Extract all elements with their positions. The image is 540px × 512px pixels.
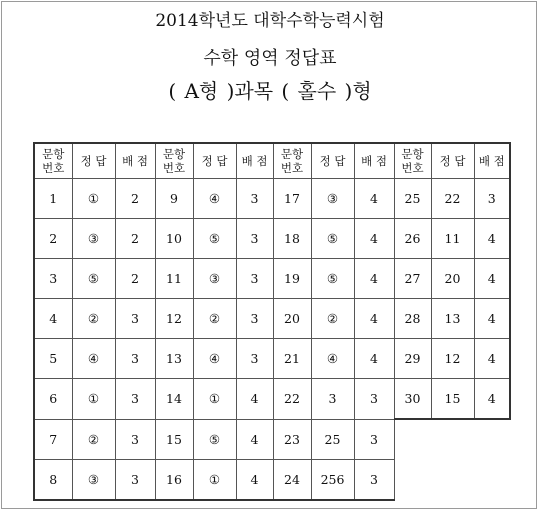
answer-cell: ⑤ — [311, 219, 354, 259]
header-question-label-bottom: 번호 — [401, 161, 424, 175]
answer-cell: 15 — [431, 379, 474, 420]
question-number: 12 — [155, 299, 193, 339]
question-number: 14 — [155, 379, 193, 420]
table-row — [34, 339, 510, 379]
question-number: 11 — [155, 259, 193, 299]
answer-cell: ① — [193, 379, 236, 420]
answer-cell: 12 — [431, 339, 474, 379]
table-row — [34, 299, 510, 339]
question-number: 24 — [273, 459, 311, 500]
table-row — [34, 219, 510, 259]
question-number: 8 — [34, 459, 72, 500]
question-number: 6 — [34, 379, 72, 420]
question-number: 1 — [34, 179, 72, 219]
question-number: 23 — [273, 419, 311, 459]
answer-cell: ④ — [193, 179, 236, 219]
empty-cell — [394, 459, 431, 500]
answer-key-body — [34, 143, 510, 500]
score-cell: 4 — [474, 299, 510, 339]
question-number: 30 — [394, 379, 431, 420]
answer-cell: ① — [72, 179, 115, 219]
question-number: 19 — [273, 259, 311, 299]
header-question-label-top: 문항 — [401, 147, 424, 161]
answer-cell: ③ — [311, 179, 354, 219]
question-number: 15 — [155, 419, 193, 459]
empty-cell — [431, 419, 474, 459]
question-number: 20 — [273, 299, 311, 339]
answer-cell: 25 — [311, 419, 354, 459]
score-cell: 3 — [115, 419, 155, 459]
score-cell: 4 — [236, 419, 273, 459]
header-answer: 정 답 — [311, 143, 354, 179]
answer-cell: 20 — [431, 259, 474, 299]
answer-cell: ③ — [72, 459, 115, 500]
score-cell: 4 — [354, 259, 394, 299]
question-number: 13 — [155, 339, 193, 379]
header-question-number — [273, 143, 311, 179]
empty-cell — [474, 459, 510, 500]
header-score: 배 점 — [115, 143, 155, 179]
header-question-label-bottom: 번호 — [42, 161, 65, 175]
header-score: 배 점 — [236, 143, 273, 179]
score-cell: 3 — [236, 299, 273, 339]
answer-key-subtitle: 수학 영역 정답표 — [203, 48, 337, 69]
score-cell: 2 — [115, 259, 155, 299]
answer-cell: ① — [72, 379, 115, 420]
answer-cell: ③ — [72, 219, 115, 259]
exam-type-line: ( A형 )과목 ( 홀수 )형 — [168, 79, 372, 103]
question-number: 22 — [273, 379, 311, 420]
answer-cell: ① — [193, 459, 236, 500]
table-header-row — [34, 143, 510, 179]
header-question-label-top: 문항 — [162, 147, 186, 161]
score-cell: 2 — [115, 179, 155, 219]
question-number: 9 — [155, 179, 193, 219]
question-number: 28 — [394, 299, 431, 339]
header-question-label-top: 문항 — [42, 147, 65, 161]
empty-cell — [394, 419, 431, 459]
answer-cell: ② — [72, 299, 115, 339]
header-answer: 정 답 — [72, 143, 115, 179]
table-row — [34, 179, 510, 219]
header-answer: 정 답 — [431, 143, 474, 179]
score-cell: 3 — [115, 379, 155, 420]
header-question-number — [34, 143, 72, 179]
exam-title: 2014학년도 대학수학능력시험 — [155, 11, 385, 31]
question-number: 3 — [34, 259, 72, 299]
score-cell: 4 — [474, 219, 510, 259]
answer-key-table — [33, 142, 511, 501]
answer-cell: ⑤ — [311, 259, 354, 299]
answer-cell: ⑤ — [72, 259, 115, 299]
score-cell: 3 — [115, 299, 155, 339]
score-cell: 3 — [354, 379, 394, 420]
question-number: 5 — [34, 339, 72, 379]
score-cell: 3 — [354, 419, 394, 459]
score-cell: 2 — [115, 219, 155, 259]
header-score: 배 점 — [474, 143, 510, 179]
score-cell: 4 — [236, 459, 273, 500]
score-cell: 4 — [354, 219, 394, 259]
question-number: 10 — [155, 219, 193, 259]
score-cell: 3 — [115, 339, 155, 379]
header-question-label-bottom: 번호 — [280, 161, 304, 175]
answer-cell: ④ — [72, 339, 115, 379]
question-number: 4 — [34, 299, 72, 339]
score-cell: 3 — [474, 179, 510, 219]
table-row — [34, 459, 510, 500]
header-question-number — [394, 143, 431, 179]
question-number: 2 — [34, 219, 72, 259]
question-number: 27 — [394, 259, 431, 299]
answer-cell: 13 — [431, 299, 474, 339]
score-cell: 4 — [474, 339, 510, 379]
question-number: 26 — [394, 219, 431, 259]
score-cell: 3 — [236, 259, 273, 299]
question-number: 25 — [394, 179, 431, 219]
score-cell: 4 — [354, 179, 394, 219]
question-number: 21 — [273, 339, 311, 379]
answer-cell: ② — [311, 299, 354, 339]
score-cell: 4 — [474, 379, 510, 420]
answer-cell: ② — [72, 419, 115, 459]
header-question-label-bottom: 번호 — [162, 161, 186, 175]
score-cell: 4 — [236, 379, 273, 420]
question-number: 17 — [273, 179, 311, 219]
score-cell: 3 — [236, 179, 273, 219]
score-cell: 3 — [115, 459, 155, 500]
answer-cell: 3 — [311, 379, 354, 420]
score-cell: 3 — [236, 339, 273, 379]
score-cell: 4 — [354, 339, 394, 379]
score-cell: 3 — [236, 219, 273, 259]
answer-cell: 11 — [431, 219, 474, 259]
answer-cell: ⑤ — [193, 219, 236, 259]
score-cell: 4 — [474, 259, 510, 299]
answer-cell: ④ — [193, 339, 236, 379]
table-row — [34, 259, 510, 299]
empty-cell — [431, 459, 474, 500]
answer-cell: 22 — [431, 179, 474, 219]
question-number: 7 — [34, 419, 72, 459]
empty-cell — [474, 419, 510, 459]
question-number: 16 — [155, 459, 193, 500]
header-score: 배 점 — [354, 143, 394, 179]
question-number: 29 — [394, 339, 431, 379]
header-question-number — [155, 143, 193, 179]
answer-cell: ④ — [311, 339, 354, 379]
header-answer: 정 답 — [193, 143, 236, 179]
table-row — [34, 419, 510, 459]
question-number: 18 — [273, 219, 311, 259]
answer-cell: 256 — [311, 459, 354, 500]
answer-cell: ② — [193, 299, 236, 339]
score-cell: 3 — [354, 459, 394, 500]
header-question-label-top: 문항 — [280, 147, 304, 161]
answer-cell: ③ — [193, 259, 236, 299]
score-cell: 4 — [354, 299, 394, 339]
table-row — [34, 379, 510, 420]
answer-cell: ⑤ — [193, 419, 236, 459]
